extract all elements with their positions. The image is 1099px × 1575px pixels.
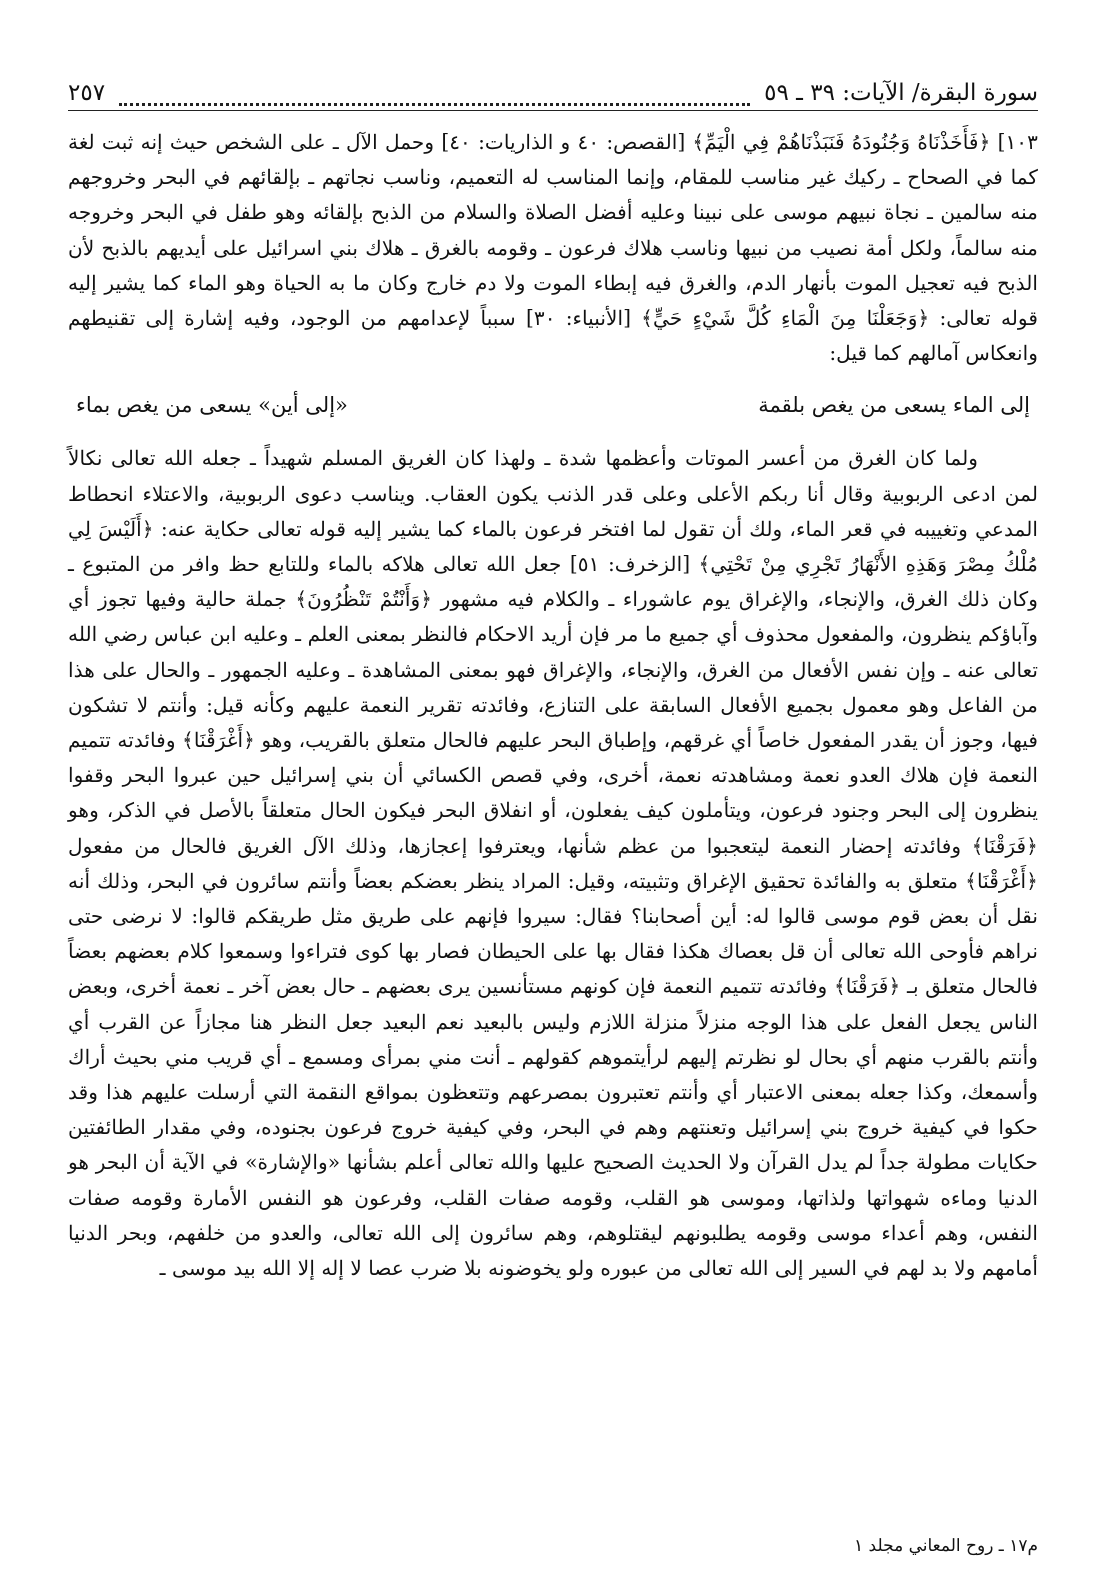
verse-second-hemistich: «إلى أين» يسعى من يغص بماء [76,393,348,418]
paragraph-1: ١٠٣] ﴿فَأَخَذْنَاهُ وَجُنُودَهُ فَنَبَذْنَاهُمْ فِي الْيَمِّ﴾ [القصص: ٤٠ و الذاريات: ٤٠] وحمل الآل ـ على الشخص حيث إنه ثبت لغة كما في الصحاح ـ ركيك غير مناسب للمقام، وإنما المناسب له التعميم، وناسب نجاتهم ـ بإلقائهم في البحر وخروجهم منه سالمين ـ نجاة نبيهم موسى على نبينا وعليه أفضل الصلاة والسلام من الذبح بإلقائه وهو طفل في البحر وخروجه منه سالماً، ولكل أمة نصيب من نبيها وناسب هلاك فرعون ـ وقومه بالغرق ـ هلاك بني اسرائيل على أيديهم بالذبح لأن الذبح فيه تعجيل الموت بأنهار الدم، والغرق فيه إبطاء الموت ولا دم خارج وكان ما به الحياة وهو الماء كما يشير إليه قوله تعالى: ﴿وَجَعَلْنَا مِنَ الْمَاءِ كُلَّ شَيْءٍ حَيٍّ﴾ [الأنبياء: ٣٠] سبباً لإعدامهم من الوجود، وفيه إشارة إلى تقنيطهم وانعكاس آمالهم كما قيل: [68,130,1038,366]
poetry-verse [68,383,1038,427]
page-footer: م١٧ ـ روح المعاني مجلد ١ [854,1536,1038,1556]
page-body [68,125,1038,1286]
verse-first-hemistich: إلى الماء يسعى من يغص بلقمة [758,393,1030,418]
surah-title: سورة البقرة/ الآيات: ٣٩ ـ ٥٩ [764,80,1038,106]
running-header [68,70,1038,111]
paragraph-2: ولما كان الغرق من أعسر الموتات وأعظمها شدة ـ ولهذا كان الغريق المسلم شهيداً ـ جعله الله تعالى نكالاً لمن ادعى الربوبية وقال أنا ربكم الأعلى وعلى قدر الذنب يكون العقاب. ويناسب دعوى الربوبية، والاعتلاء انحطاط المدعي وتغييبه في قعر الماء، ولك أن تقول لما افتخر فرعون بالماء كما يشير إليه قوله تعالى حكاية عنه: ﴿أَلَيْسَ لِي مُلْكُ مِصْرَ وَهَذِهِ الأَنْهَارُ تَجْرِي مِنْ تَحْتِي﴾ [الزخرف: ٥١] جعل الله تعالى هلاكه بالماء وللتابع حظ وافر من المتبوع ـ وكان ذلك الغرق، والإنجاء، والإغراق يوم عاشوراء ـ والكلام فيه مشهور ﴿وَأَنْتُمْ تَنْظُرُونَ﴾ جملة حالية وفيها تجوز أي وآباؤكم ينظرون، والمفعول محذوف أي جميع ما مر فإن أريد الاحكام فالنظر بمعنى العلم ـ وعليه ابن عباس رضي الله تعالى عنه ـ وإن نفس الأفعال من الغرق، والإنجاء، والإغراق فهو بمعنى المشاهدة ـ وعليه الجمهور ـ والحال على هذا من الفاعل وهو معمول بجميع الأفعال السابقة على التنازع، وفائدته تقرير النعمة عليهم وكأنه قيل: وأنتم لا تشكون فيها، وجوز أن يقدر المفعول خاصاً أي غرقهم، وإطباق البحر عليهم فالحال متعلق بالقريب، وهو ﴿أَغْرَقْنَا﴾ وفائدته تتميم النعمة فإن هلاك العدو نعمة ومشاهدته نعمة، أخرى، وفي قصص الكسائي أن بني إسرائيل حين عبروا البحر وقفوا ينظرون إلى البحر وجنود فرعون، ويتأملون كيف يفعلون، أو انفلاق البحر فيكون الحال متعلقاً بالأصل في الذكر، وهو ﴿فَرَقْنَا﴾ وفائدته إحضار النعمة ليتعجبوا من عظم شأنها، ويعترفوا إعجازها، وذلك الآل الغريق فالحال من مفعول ﴿أَغْرَقْنَا﴾ متعلق به والفائدة تحقيق الإغراق وتثبيته، وقيل: المراد ينظر بعضكم بعضاً وأنتم سائرون في البحر، وذلك أنه نقل أن بعض قوم موسى قالوا له: أين أصحابنا؟ فقال: سيروا فإنهم على طريق مثل طريقكم قالوا: لا نرضى حتى نراهم فأوحى الله تعالى أن قل بعصاك هكذا فقال بها على الحيطان فصار بها كوى فتراءوا وسمعوا كلام بعضهم بعضاً فالحال متعلق بـ ﴿فَرَقْنَا﴾ وفائدته تتميم النعمة فإن كونهم مستأنسين يرى بعضهم ـ حال بعض آخر ـ نعمة أخرى، وبعض الناس يجعل الفعل على هذا الوجه منزلاً منزلة اللازم وليس بالبعيد نعم البعيد جعل النظر هنا مجازاً عن القرب أي وأنتم بالقرب منهم أي بحال لو نظرتم إليهم لرأيتموهم كقولهم ـ أنت مني بمرأى ومسمع ـ أي قريب مني بحيث أراك وأسمعك، وكذا جعله بمعنى الاعتبار أي وأنتم تعتبرون بمصرعهم وتتعظون بمواقع النقمة التي أرسلت عليهم هذا وقد حكوا في كيفية خروج بني إسرائيل وتعنتهم وهم في البحر، وفي كيفية خروج فرعون بجنوده، وفي مقدار الطائفتين حكايات مطولة جداً لم يدل القرآن ولا الحديث الصحيح عليها والله تعالى أعلم بشأنها «والإشارة» في الآية أن البحر هو الدنيا وماءه شهواتها ولذاتها، وموسى هو القلب، وقومه صفات القلب، وفرعون هو النفس الأمارة وقومه صفات النفس، وهم أعداء موسى وقومه يطلبونهم ليقتلوهم، وهم سائرون إلى الله تعالى، والعدو من خلفهم، وبحر الدنيا أمامهم ولا بد لهم في السير إلى الله تعالى من عبوره ولو يخوضونه بلا ضرب عصا لا إله إلا الله بيد موسى ـ [68,446,1038,1281]
page-number: ٢٥٧ [68,80,106,106]
book-page [68,70,1038,1560]
leader-dots [119,93,750,106]
